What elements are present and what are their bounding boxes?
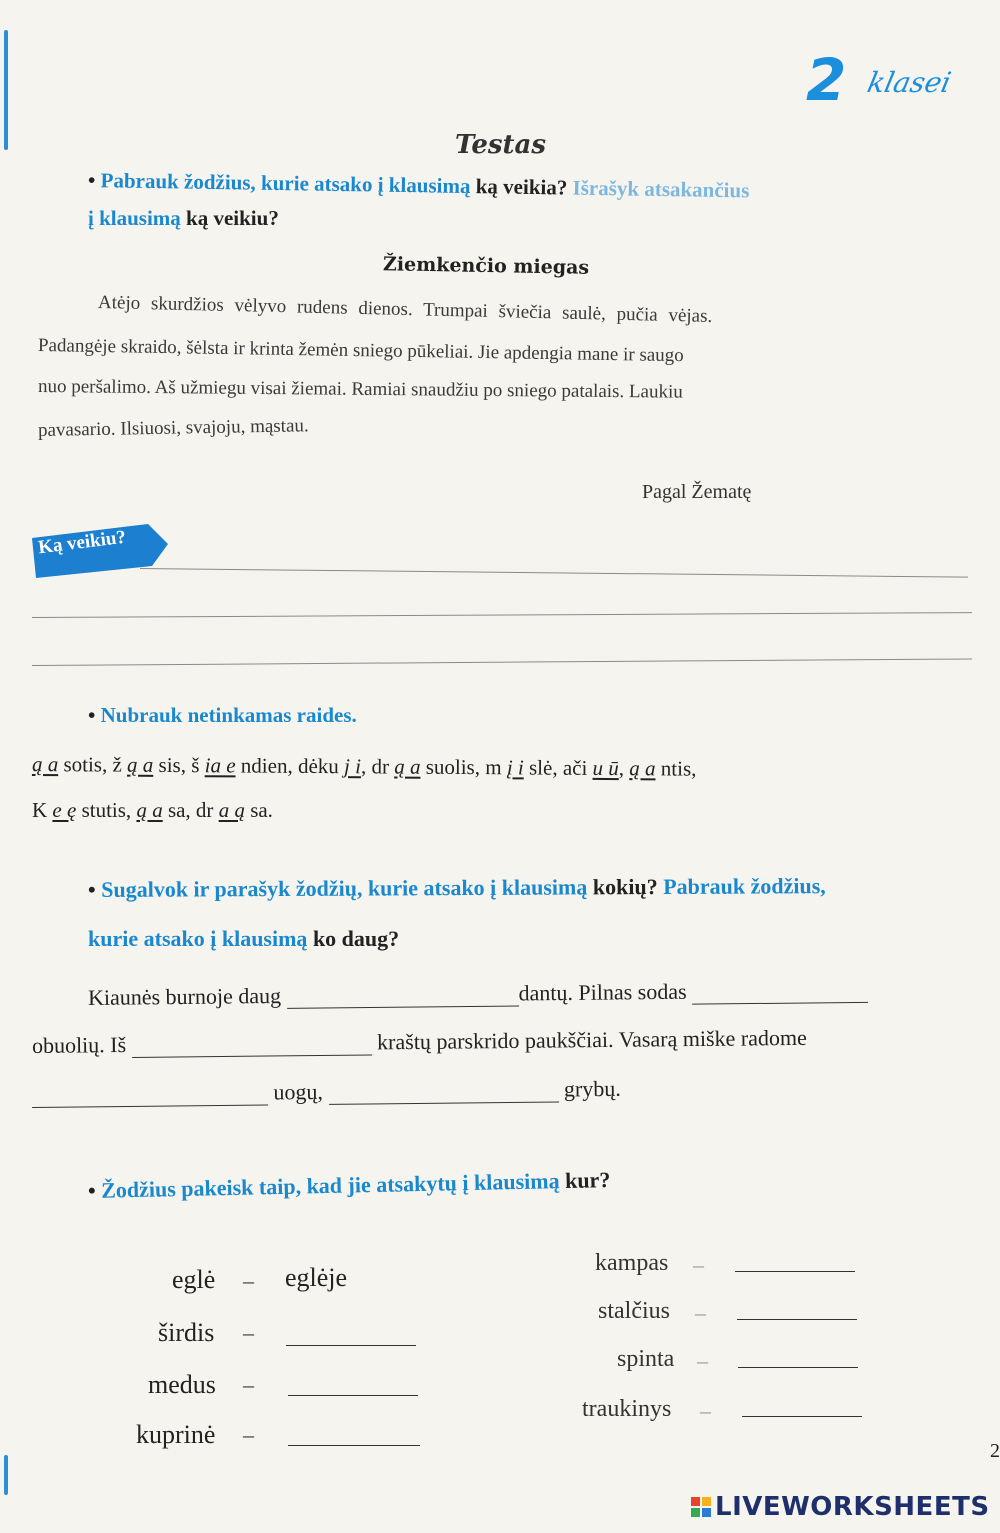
task1-text: Pabrauk žodžius, kurie atsako į klausimą — [100, 168, 471, 199]
story-author: Pagal Žematę — [642, 481, 752, 503]
task1-faint-text: Išrašyk atsakančius — [572, 175, 750, 203]
word-part: suolis, m — [420, 754, 507, 780]
task2-text: Nubrauk netinkamas raides. — [100, 703, 357, 727]
sentence-part: grybų. — [563, 1075, 621, 1102]
word-part: K — [32, 798, 53, 822]
task2-line2 — [32, 798, 273, 823]
word-part: , — [618, 756, 630, 781]
story-line: Padangėje skraido, šėlsta ir krinta žemėn sniego pūkeliai. Jie apdengia mane ir saugo — [37, 335, 684, 367]
dash: – — [700, 1398, 711, 1423]
task3-text-3: kurie atsako į klausimą — [88, 926, 308, 951]
sentence-part: Kiaunės burnoje daug — [87, 982, 282, 1010]
letter-choice[interactable]: ą a — [127, 752, 154, 777]
question-mark: ? — [646, 874, 658, 900]
task3-para-line2 — [32, 1025, 807, 1059]
word-part: slė, ači — [523, 755, 593, 780]
word-egle: eglė — [172, 1265, 216, 1294]
answer-line[interactable] — [32, 612, 972, 618]
grade-number: 2 — [806, 46, 847, 114]
fill-blank[interactable] — [286, 983, 518, 1008]
word-part: stutis, — [76, 798, 137, 822]
ribbon-label: Ką veikiu? — [36, 526, 128, 559]
task4-instruction — [88, 1167, 611, 1204]
page-edge-mark — [4, 1455, 8, 1495]
page-edge-mark — [4, 30, 8, 150]
task4-text: Žodžius pakeisk taip, kad jie atsakytų į klausimą — [100, 1168, 560, 1203]
letter-choice[interactable]: u ū — [592, 755, 619, 781]
dash: – — [243, 1268, 254, 1293]
answer-egleje: eglėje — [285, 1263, 348, 1292]
task1-instruction-line2 — [88, 206, 279, 231]
word-part: , dr — [360, 754, 395, 779]
task1-question: ką veikia — [475, 174, 558, 200]
letter-choice[interactable]: ą a — [394, 754, 421, 779]
story-title: Žiemkenčio miegas — [382, 253, 590, 279]
task3-para-line3 — [32, 1076, 621, 1108]
liveworksheets-logo — [690, 1492, 990, 1522]
task4-question: kur — [564, 1167, 600, 1194]
letter-choice[interactable]: e ę — [52, 798, 77, 822]
letter-choice[interactable]: ą a — [629, 756, 656, 781]
page-number: 2 — [990, 1440, 1000, 1462]
sentence-part: obuolių. Iš — [31, 1032, 127, 1058]
sentence-part: dantų. Pilnas sodas — [518, 978, 687, 1006]
task1-question-2: ką veikiu — [186, 206, 269, 230]
fill-blank[interactable] — [328, 1079, 558, 1104]
story-line: nuo peršalimo. Aš užmiegu visai žiemai. Ramiai snaudžiu po sniego patalais. Laukiu — [37, 376, 683, 403]
bullet: • — [87, 1177, 96, 1203]
dash: – — [693, 1252, 704, 1277]
bullet: • — [87, 168, 96, 193]
dash: – — [243, 1372, 254, 1397]
letter-choice[interactable]: į i — [506, 755, 524, 780]
word-part: sis, š — [153, 752, 205, 778]
liveworksheets-icon — [690, 1496, 712, 1518]
fill-blank[interactable] — [132, 1032, 372, 1058]
story-line: pavasario. Ilsiuosi, svajoju, mąstau. — [37, 415, 309, 441]
task3-text-2: Pabrauk žodžius, — [663, 873, 826, 899]
word-part: ndien, dėku — [235, 753, 345, 779]
fill-blank[interactable] — [32, 1083, 268, 1108]
bullet: • — [88, 703, 96, 727]
grade-label: klasei — [864, 66, 955, 99]
word-medus: medus — [148, 1370, 216, 1399]
question-mark: ? — [556, 175, 568, 200]
story-line: Atėjo skurdžios vėlyvo rudens dienos. Trumpai šviečia saulė, pučia vėjas. — [97, 292, 713, 327]
watermark-text: LIVEWORKSHEETS — [715, 1492, 990, 1522]
page-title: Testas — [455, 130, 547, 160]
dash: – — [243, 1422, 254, 1447]
dash: – — [697, 1348, 708, 1373]
answer-line-spinta[interactable] — [738, 1367, 858, 1368]
answer-line-medus[interactable] — [288, 1395, 418, 1396]
dash: – — [243, 1320, 254, 1345]
word-part: ntis, — [655, 756, 697, 781]
word-sirdis: širdis — [158, 1318, 215, 1347]
letter-choice[interactable]: j i — [344, 754, 362, 779]
letter-choice[interactable]: ia e — [204, 753, 236, 778]
task3-instruction-line1 — [88, 873, 826, 903]
fill-blank[interactable] — [692, 980, 868, 1005]
word-part: sa, dr — [162, 798, 219, 822]
answer-line[interactable] — [32, 658, 972, 666]
task3-text: Sugalvok ir parašyk žodžių, kurie atsako į klausimą — [101, 874, 588, 902]
task3-para-line1 — [88, 977, 868, 1011]
word-kuprine: kuprinė — [136, 1420, 216, 1449]
word-traukinys: traukinys — [582, 1396, 672, 1422]
letter-choice[interactable]: a ą — [218, 798, 245, 822]
task1-instruction-line1 — [88, 168, 750, 203]
task3-instruction-line2 — [88, 926, 399, 952]
task2-instruction — [88, 703, 357, 728]
bullet: • — [87, 876, 96, 902]
answer-line-sirdis[interactable] — [286, 1345, 416, 1346]
answer-line-kuprine[interactable] — [288, 1445, 420, 1446]
task3-question-2: ko daug? — [312, 926, 400, 951]
question-mark: ? — [268, 206, 279, 230]
task2-line1 — [32, 752, 697, 782]
answer-line[interactable] — [140, 568, 968, 578]
word-part: sa. — [244, 798, 273, 822]
answer-line-traukinys[interactable] — [742, 1416, 862, 1417]
task3-question: kokių — [592, 874, 647, 900]
letter-choice[interactable]: ą a — [31, 752, 59, 777]
word-stalcius: stalčius — [598, 1298, 670, 1324]
question-mark: ? — [599, 1167, 611, 1193]
answer-line-kampas[interactable] — [735, 1271, 855, 1272]
word-spinta: spinta — [617, 1346, 675, 1372]
answer-line-stalcius[interactable] — [737, 1319, 857, 1320]
dash: – — [695, 1300, 706, 1325]
sentence-part: kraštų parskrido paukščiai. Vasarą miške radome — [376, 1024, 807, 1055]
sentence-part: uogų, — [273, 1078, 324, 1105]
word-kampas: kampas — [595, 1250, 669, 1276]
word-part: sotis, ž — [58, 752, 128, 777]
task1-text-2: į klausimą — [88, 206, 181, 230]
letter-choice[interactable]: ą a — [136, 798, 163, 822]
